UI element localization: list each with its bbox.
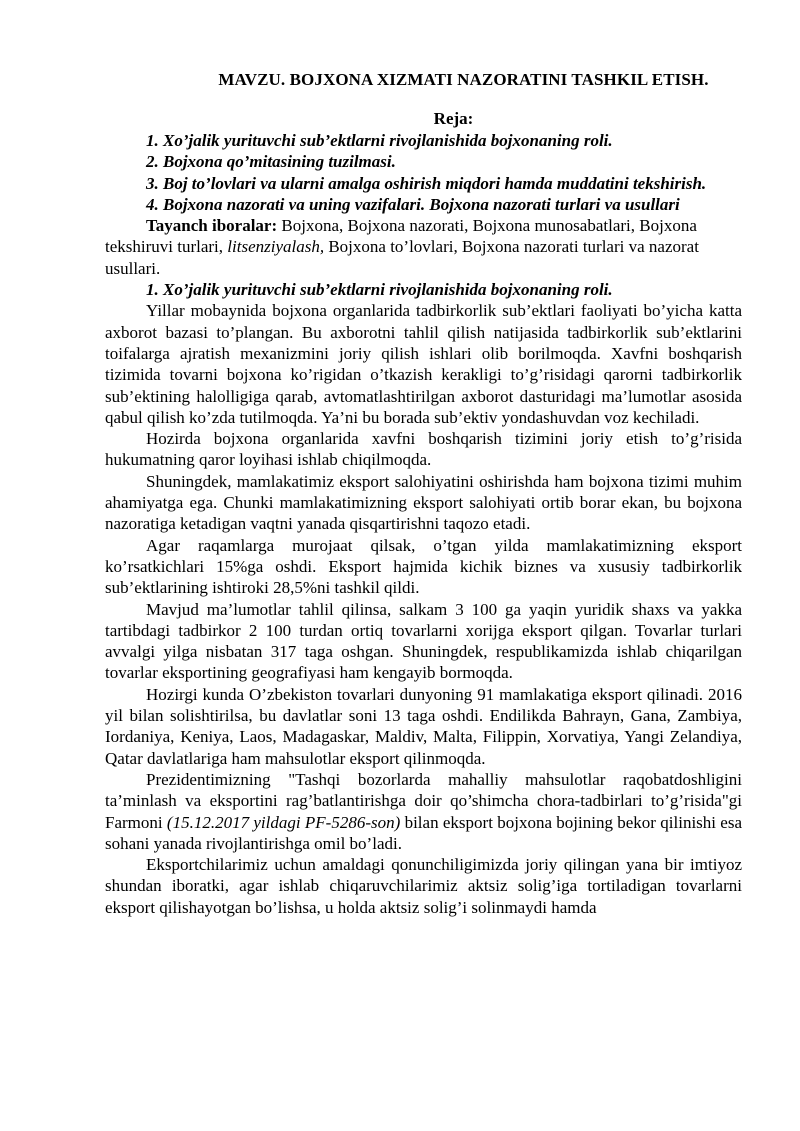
page-title: MAVZU. BOJXONA XIZMATI NAZORATINI TASHKIL ETISH.	[218, 70, 709, 89]
keywords-text: Bojxona, Bojxona nazorati, Bojxona munosabatlari, Bojxona tekshiruvi turlari,	[105, 216, 697, 257]
keywords-italic-term: litsenziyalash,	[227, 237, 325, 257]
body-paragraph-3: Shuningdek, mamlakatimiz eksport salohiyatini oshirishda ham bojxona tizimi muhim ahamiyatga ega. Chunki mamlakatimizning eksport salohiyati ortib borar ekan, bu bojxona nazoratiga ketadigan vaqtni yanada qisqartirishni taqozo etadi.	[105, 471, 742, 534]
decree-paragraph	[105, 769, 742, 854]
plan-item-1: 1. Xo’jalik yurituvchi sub’ektlarni rivojlanishida bojxonaning roli.	[146, 131, 613, 150]
body-paragraph-5: Mavjud ma’lumotlar tahlil qilinsa, salkam 3 100 ga yaqin yuridik shaxs va yakka tartibdagi tadbirkor 2 100 turdan ortiq tovarlarni xorijga eksport qilgan. Tovarlar turlari avvalgi yilga nisbatan 317 taga oshgan. Shuningdek, respublikamizda ishlab chiqarilgan tovarlar eksportining geografiyasi ham kengayib bormoqda.	[105, 599, 742, 683]
body-paragraph-last: Eksportchilarimiz uchun amaldagi qonunchiligimizda joriy qilingan yana bir imtiyoz shundan iboratki, agar ishlab chiqaruvchilarimiz aktsiz solig’iga tortiladigan tovarlarni eksport qilishayotgan bo’lishsa, u holda aktsiz solig’i solinmaydi hamda	[105, 855, 742, 917]
body-paragraph-6: Hozirgi kunda O’zbekiston tovarlari dunyoning 91 mamlakatiga eksport qilinadi. 2016 yil bilan solishtirilsa, bu davlatlar soni 13 taga oshdi. Endilikda Bahrayn, Gana, Zambiya, Iordaniya, Keniya, Laos, Madagaskar, Maldiv, Malta, Filippin, Xorvatiya, Yangi Zelandiya, Qatar davlatlariga ham mahsulotlar eksport qilinmoqda.	[105, 684, 742, 768]
section-heading: 1. Xo’jalik yurituvchi sub’ektlarni rivojlanishida bojxonaning roli.	[146, 280, 613, 300]
plan-item-2: 2. Bojxona qo’mitasining tuzilmasi.	[146, 152, 396, 172]
decree-text: Prezidentimizning "Tashqi bozorlarda mahalliy mahsulotlar raqobatdoshligini ta’minlash va eksportini rag’batlantirishga doir qo’shimcha chora-tadbirlari to’g’risida"gi Farmoni	[105, 769, 742, 832]
body-paragraph-2: Hozirda bojxona organlarida xavfni boshqarish tizimini joriy etish to’g’risida hukumatning qaror loyihasi ishlab chiqilmoqda.	[105, 429, 742, 470]
plan-item-3: 3. Boj to’lovlari va ularni amalga oshirish miqdori hamda muddatini tekshirish.	[146, 173, 707, 193]
keywords-text-end: Bojxona to’lovlari, Bojxona nazorati turlari va nazorat usullari.	[105, 237, 699, 278]
keywords-paragraph	[105, 215, 742, 279]
body-paragraph-1: Yillar mobaynida bojxona organlarida tadbirkorlik sub’ektlari faoliyati bo’yicha katta axborot bazasi to’plangan. Bu axborotni tahlil qilish natijasida tadbirkorlik sub’ektlarini toifalarga ajratish mexanizmini joriy qilish ishlari olib borilmoqda. Xavfni boshqarish tizimida tovarni bojxona ko’rigidan o’tkazish kerakligi to’g’risidagi qarorni tadbirkorlik sub’ektining halolligiga qarab, avtomatlashtirilgan axborot dasturidagi ma’lumotlar asosida qabul qilish ko’zda tutilmoqda. Ya’ni bu borada sub’ektiv yondashuvdan voz kechiladi.	[105, 301, 742, 427]
decree-reference: (15.12.2017 yildagi PF-5286-son)	[166, 812, 401, 832]
plan-heading: Reja:	[433, 109, 474, 128]
body-paragraph-4: Agar raqamlarga murojaat qilsak, o’tgan yilda mamlakatimizning eksport ko’rsatkichlari 15%ga oshdi. Eksport hajmida kichik biznes va xususiy tadbirkorlik sub’ektlarining ishtiroki 28,5%ni tashkil qildi.	[105, 535, 742, 598]
decree-text-end: bilan eksport bojxona bojining bekor qilinishi esa sohani yanada rivojlantirishga omil bo’ladi.	[105, 812, 743, 853]
plan-item-4: 4. Bojxona nazorati va uning vazifalari. Bojxona nazorati turlari va usullari	[146, 194, 680, 214]
keywords-label: Tayanch iboralar:	[146, 216, 278, 236]
